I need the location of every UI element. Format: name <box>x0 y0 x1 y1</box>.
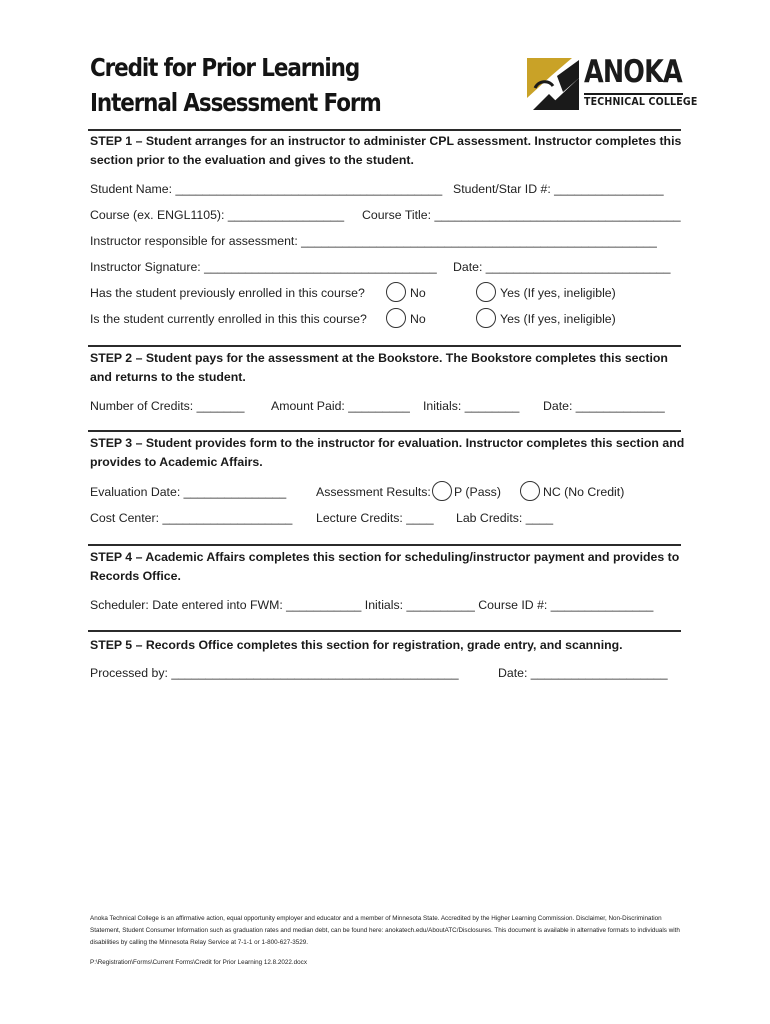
currently-no-radio[interactable] <box>386 308 406 328</box>
previously-yes-radio[interactable] <box>476 282 496 302</box>
currently-no-label: No <box>410 312 426 326</box>
instructor-field[interactable]: Instructor responsible for assessment: ____________________________________________________ <box>90 234 657 248</box>
evaluation-date-field[interactable]: Evaluation Date: _______________ <box>90 485 287 499</box>
records-date-field[interactable]: Date: ____________________ <box>498 666 668 680</box>
section-divider <box>88 430 681 432</box>
instructor-signature-field[interactable]: Instructor Signature: __________________________________ <box>90 260 437 274</box>
college-logo <box>527 54 698 110</box>
course-title-field[interactable]: Course Title: ____________________________________ <box>362 208 681 222</box>
bookstore-date-field[interactable]: Date: _____________ <box>543 399 665 413</box>
scheduler-field[interactable]: Scheduler: Date entered into FWM: ___________ Initials: __________ Course ID #: _______________ <box>90 598 654 612</box>
section-divider <box>88 544 681 546</box>
title-line-1: Credit for Prior Learning <box>90 53 360 82</box>
previously-no-radio[interactable] <box>386 282 406 302</box>
logo-name: ANOKA <box>584 54 682 90</box>
amount-paid-field[interactable]: Amount Paid: _________ <box>271 399 410 413</box>
step4-heading: STEP 4 – Academic Affairs completes this section for scheduling/instructor payment and provides to Records Office. <box>90 550 680 583</box>
logo-mark-icon <box>527 58 579 110</box>
signature-date-field[interactable]: Date: ___________________________ <box>453 260 671 274</box>
step3-heading: STEP 3 – Student provides form to the instructor for evaluation. Instructor completes this section and provides to Academic Affairs. <box>90 436 685 469</box>
student-id-field[interactable]: Student/Star ID #: ________________ <box>453 182 664 196</box>
no-credit-radio[interactable] <box>520 481 540 501</box>
step1-heading: STEP 1 – Student arranges for an instructor to administer CPL assessment. Instructor completes this section prior to the evaluation and gives to the student. <box>90 134 682 167</box>
step2-heading: STEP 2 – Student pays for the assessment at the Bookstore. The Bookstore completes this section and returns to the student. <box>90 351 668 384</box>
previously-yes-label: Yes (If yes, ineligible) <box>500 286 616 300</box>
bookstore-initials-field[interactable]: Initials: ________ <box>423 399 520 413</box>
previously-no-label: No <box>410 286 426 300</box>
logo-subtitle: TECHNICAL COLLEGE <box>584 95 698 108</box>
pass-label: P (Pass) <box>454 485 501 499</box>
course-field[interactable]: Course (ex. ENGL1105): _________________ <box>90 208 345 222</box>
lecture-credits-field[interactable]: Lecture Credits: ____ <box>316 511 434 525</box>
section-divider <box>88 345 681 347</box>
step5-heading: STEP 5 – Records Office completes this section for registration, grade entry, and scanning. <box>90 638 623 652</box>
currently-yes-radio[interactable] <box>476 308 496 328</box>
file-path: P:\Registration\Forms\Current Forms\Credit for Prior Learning 12.8.2022.docx <box>90 959 307 966</box>
currently-enrolled-question: Is the student currently enrolled in this this course? <box>90 312 367 326</box>
currently-yes-label: Yes (If yes, ineligible) <box>500 312 616 326</box>
cost-center-field[interactable]: Cost Center: ___________________ <box>90 511 293 525</box>
form-title <box>90 50 381 120</box>
lab-credits-field[interactable]: Lab Credits: ____ <box>456 511 554 525</box>
no-credit-label: NC (No Credit) <box>543 485 625 499</box>
assessment-results-label: Assessment Results: <box>316 485 431 499</box>
section-divider <box>88 129 681 131</box>
number-of-credits-field[interactable]: Number of Credits: _______ <box>90 399 245 413</box>
processed-by-field[interactable]: Processed by: __________________________________________ <box>90 666 459 680</box>
pass-radio[interactable] <box>432 481 452 501</box>
student-name-field[interactable]: Student Name: _______________________________________ <box>90 182 443 196</box>
previously-enrolled-question: Has the student previously enrolled in this course? <box>90 286 365 300</box>
title-line-2: Internal Assessment Form <box>90 88 381 117</box>
section-divider <box>88 630 681 632</box>
footer-disclaimer: Anoka Technical College is an affirmative action, equal opportunity employer and educator and a member of Minnesota State. Accredited by the Higher Learning Commission. Disclaimer, Non-Discrimination Statement, Student Consumer Information such as graduation rates and median debt, can be found here: anokatech.edu/AboutATC/Disclosures. This document is available in alternative formats to individuals with disabilities by calling the Minnesota Relay Service at 7-1-1 or 1-800-627-3529. <box>90 915 680 946</box>
